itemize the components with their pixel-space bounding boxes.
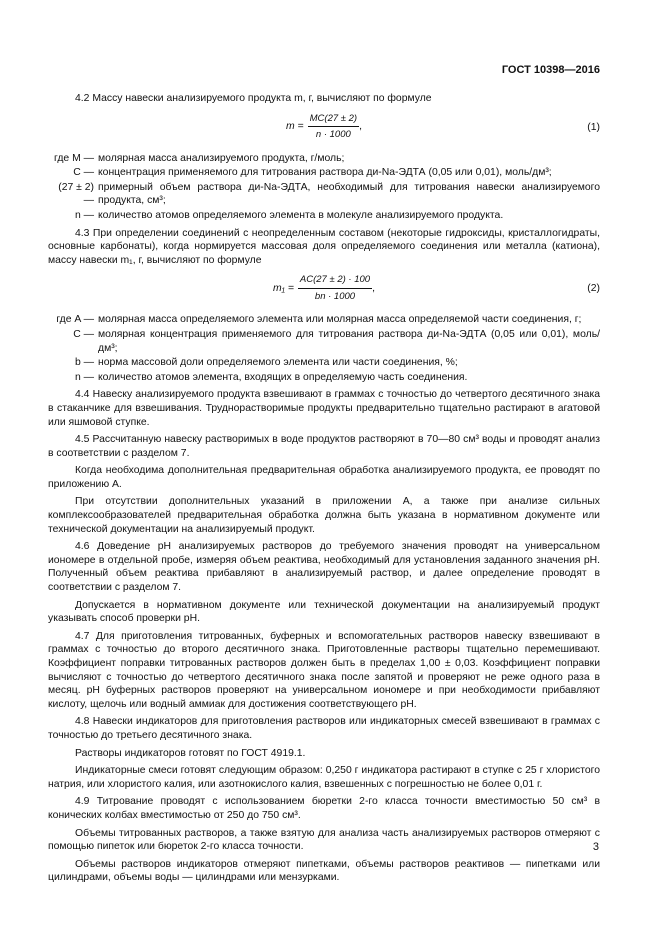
page-number: 3 [592,841,599,853]
paragraph: Когда необходима дополнительная предварительная обработка анализируемого продукта, ее проводят по приложению А. [48,465,600,490]
paragraph: При отсутствии дополнительных указаний в приложении А, а также при анализе сильных комплексообразователей предварительная обработка должна быть указана в нормативном документе или технической документации на анализируемый продукт. [48,496,600,535]
paragraph-4-9: 4.9 Титрование проводят с использованием бюретки 2-го класса точности вместимостью 50 см³ в конических колбах вместимостью от 250 до 750 см³. [48,796,600,821]
paragraph: Объемы растворов индикаторов отмеряют пипетками, объемы растворов реактивов — пипетками или цилиндрами, объемы воды — цилиндрами или мензурками. [48,858,600,884]
def-key: C — [73,167,94,179]
paragraph-4-5: 4.5 Рассчитанную навеску растворимых в воде продуктов растворяют в 70—80 см³ воды и проводят анализ в соответствии с разделом 7. [48,434,600,459]
document-header: ГОСТ 10398—2016 [501,64,600,76]
formula-2-number: (2) [587,283,600,295]
def-value: концентрация применяемого для титрования раствора ди-Na-ЭДТА (0,05 или 0,01), моль/дм³; [98,167,552,179]
formula-2: m₁ = $\frac{AC(27 \pm 2) \cdot 100}{bn \cdot 1000}$ , (2) [273,274,600,302]
def-value: молярная масса анализируемого продукта, г/моль; [98,152,345,164]
paragraph: Индикаторные смеси готовят следующим образом: 0,250 г индикатора растирают в ступке с 25 г хлористого натрия, или хлористого калия, или азотнокислого калия, взвешенных с погрешностью не более 0,01 г. [48,765,600,790]
paragraph-4-7: 4.7 Для приготовления титрованных, буферных и вспомогательных растворов навеску взвешивают в граммах с точностью до второго десятичного знака. Приготовленные растворы тщательно перемешивают. Коэффициент поправки титрованных растворов должен быть в пределах 1,00 ± 0,03. Коэффициент поправки вычисляют с точностью до четвертого десятичного знака после запятой и проверяют не реже одного раза в месяц. pH буферных растворов проверяют на универсальном иономере и при необходимости прибавляют кислоту, щелочь или водный аммиак для достижения соответствующего pH. [48,630,600,710]
paragraph: Растворы индикаторов готовят по ГОСТ 4919.1. [75,747,306,759]
formula-1-number: (1) [587,121,600,133]
formula-2-denominator: bn · 1000 [314,290,356,302]
def-value: молярная масса определяемого элемента или молярная масса определяемой части соединения, г; [98,314,582,326]
formula-2-numerator: AC(27 ± 2) · 100 [298,273,372,289]
paragraph: Объемы титрованных растворов, а также взятую для анализа часть анализируемых растворов отмеряют с помощью пипеток или бюреток 2-го класса точности. [48,827,600,853]
paragraph: Допускается в нормативном документе или технической документации на анализируемый продукт указывать способ проверки pH. [48,599,600,625]
document-body [48,92,600,885]
formula-1: m = $\frac{MC(27 \pm 2)}{n \cdot 1000}$ , (1) [286,112,600,141]
formula-1-numerator: MC(27 ± 2) [308,112,359,128]
def-value: количество атомов элемента, входящих в определяемую часть соединения. [98,371,468,383]
definitions-1 [48,152,600,223]
paragraph-4-4: 4.4 Навеску анализируемого продукта взвешивают в граммах с точностью до четвертого десятичного знака в стаканчике для взвешивания. Труднорастворимые продукты предварительно тщательно растирают в агатовой или яшмовой ступке. [48,389,600,428]
def-value: молярная концентрация применяемого для титрования раствора ди-Na-ЭДТА (0,05 или 0,01), моль/дм³; [98,328,600,354]
def-key: где A — [56,314,94,326]
def-value: норма массовой доли определяемого элемента или части соединения, %; [98,357,458,369]
formula-2-lhs: m₁ = [273,282,294,294]
paragraph-4-8: 4.8 Навески индикаторов для приготовления растворов или индикаторных смесей взвешивают в граммах с точностью до третьего десятичного знака. [48,716,600,741]
definitions-2 [48,313,600,384]
def-value: примерный объем раствора ди-Na-ЭДТА, необходимый для титрования навески анализируемого продукта, см³; [98,181,600,207]
paragraph-4-3: 4.3 При определении соединений с неопределенным составом (некоторые гидроксиды, кристаллогидраты, основные карбонаты), когда нормируется массовая доля определяемого соединения или металла (катиона), массу навески m₁, г, вычисляют по формуле [48,227,600,266]
def-key: C — [73,328,94,340]
def-key: (27 ± 2) — [58,181,94,207]
def-key: n — [74,371,94,383]
formula-1-denominator: n · 1000 [315,129,351,141]
def-key: где M — [54,152,94,164]
paragraph-4-6: 4.6 Доведение pH анализируемых растворов до требуемого значения проводят на универсальном иономере в отдельной пробе, измеряя объем реактива, необходимый для установления заданного значения pH. Полученный объем реактива прибавляют в анализируемый раствор, и далее определение проводят в соответствии с разделом 7. [48,541,600,594]
formula-1-lhs: m = [286,120,304,132]
def-key: n — [74,209,94,221]
def-key: b — [74,357,94,369]
def-value: количество атомов определяемого элемента в молекуле анализируемого продукта. [98,209,504,221]
paragraph-4-2: 4.2 Массу навески анализируемого продукта m, г, вычисляют по формуле [75,93,432,104]
